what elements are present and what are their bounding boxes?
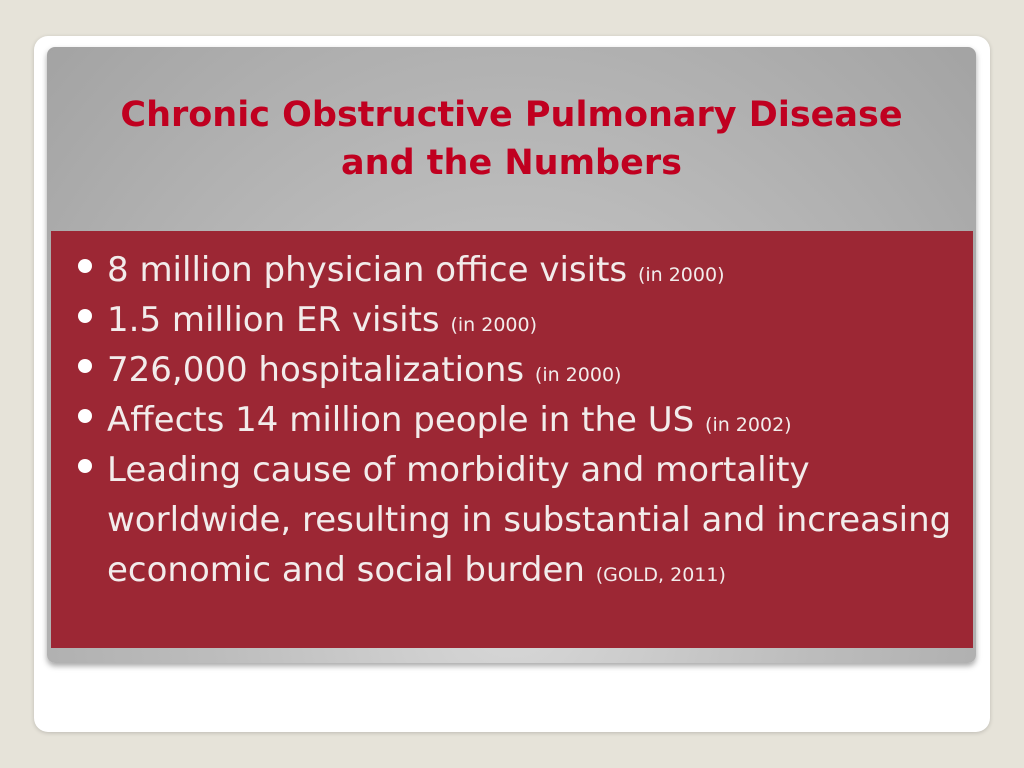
content-panel — [51, 231, 973, 648]
bullet-citation: (in 2000) — [534, 364, 622, 386]
bullet-icon — [78, 459, 92, 473]
bullet-icon — [78, 409, 92, 423]
bullet-item — [75, 295, 953, 345]
bullet-text: 1.5 million ER visits — [107, 300, 440, 340]
bullet-list — [75, 245, 953, 595]
bullet-item — [75, 245, 953, 295]
bullet-item — [75, 345, 953, 395]
title-area — [47, 47, 976, 230]
slide — [47, 47, 976, 663]
slide-title: Chronic Obstructive Pulmonary Disease and the Numbers — [120, 94, 903, 183]
bullet-icon — [78, 259, 92, 273]
bullet-text: Leading cause of morbidity and mortality worldwide, resulting in substantial and increasing economic and social burden — [107, 450, 952, 590]
bullet-item — [75, 395, 953, 445]
bullet-citation: (GOLD, 2011) — [595, 564, 726, 586]
bullet-icon — [78, 309, 92, 323]
bullet-citation: (in 2002) — [705, 414, 792, 436]
bullet-text: Affects 14 million people in the US — [107, 400, 695, 440]
bullet-citation: (in 2000) — [637, 264, 725, 286]
bullet-text: 726,000 hospitalizations — [107, 350, 525, 390]
bullet-icon — [78, 359, 92, 373]
bullet-item — [75, 445, 953, 595]
bullet-citation: (in 2000) — [450, 314, 537, 336]
bullet-text: 8 million physician office visits — [107, 250, 628, 290]
